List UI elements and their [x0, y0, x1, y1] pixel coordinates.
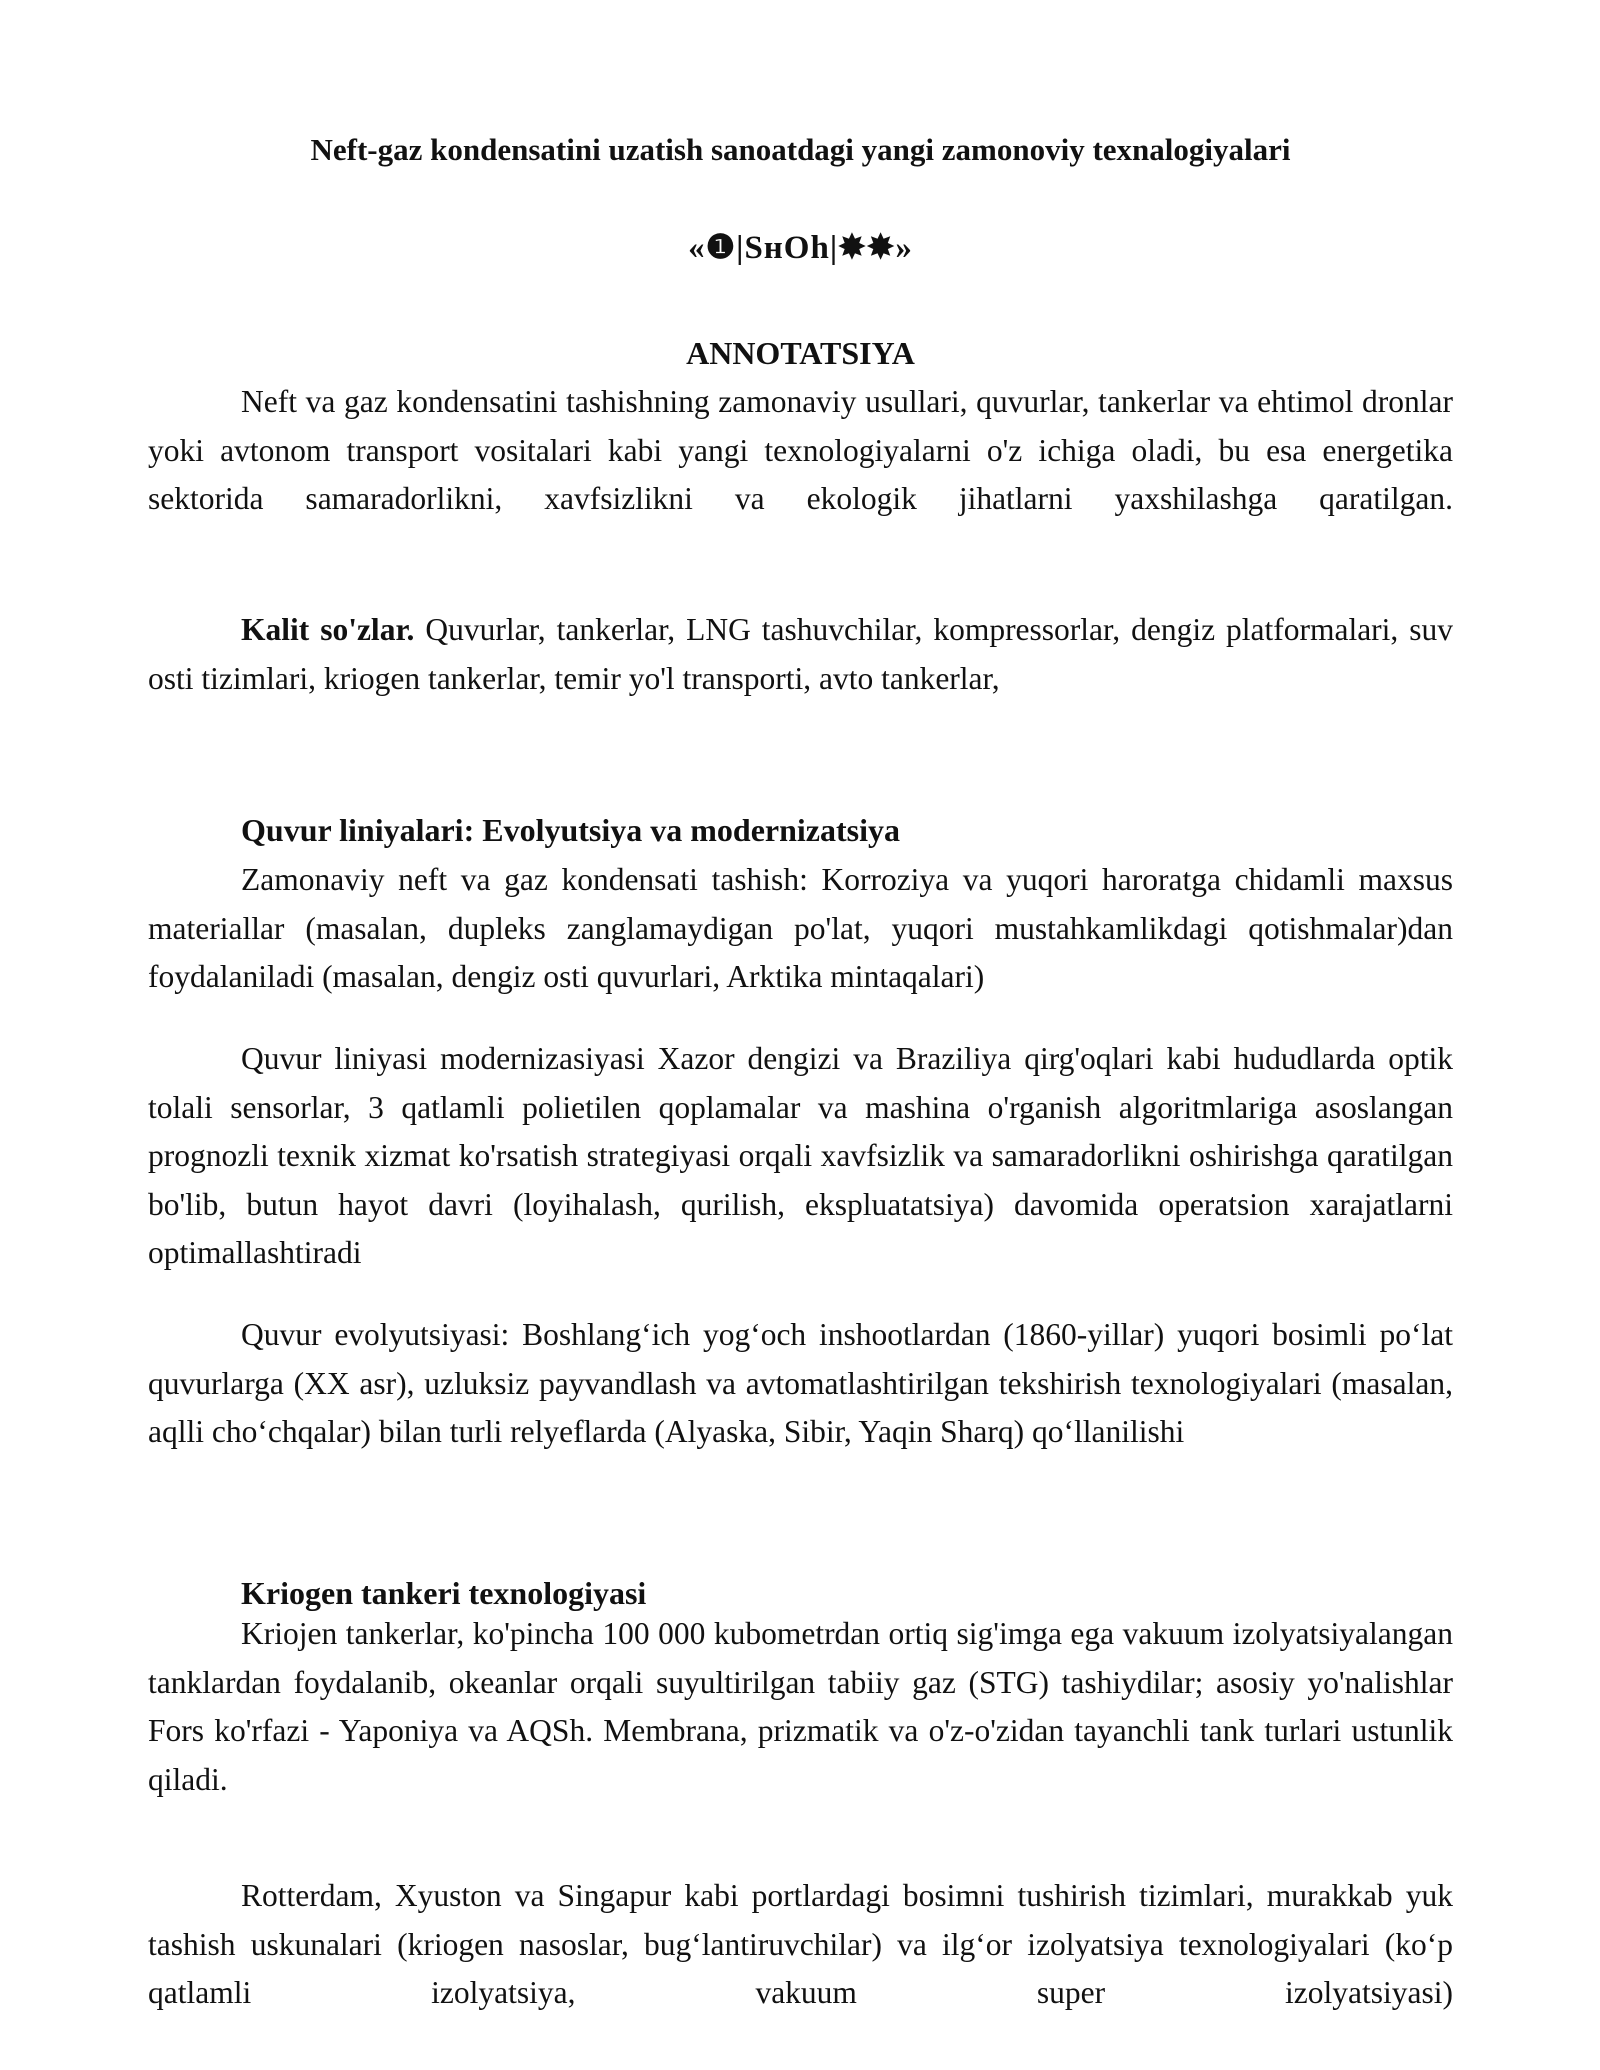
pipelines-paragraph-1: Zamonaviy neft va gaz kondensati tashish: Korroziya va yuqori haroratga chidamli maxsus materiallar (masalan, dupleks zanglamaydigan po'lat, yuqori mustahkamlikdagi qotishmalar)dan foydalaniladi (masalan, dengiz osti quvurlari, Arktika mintaqalari)	[148, 862, 1453, 994]
section-heading-pipelines: Quvur liniyalari: Evolyutsiya va modernizatsiya	[241, 812, 900, 848]
annotation-heading: ANNOTATSIYA	[686, 335, 915, 371]
cryogenic-paragraph-2: Rotterdam, Xyuston va Singapur kabi portlardagi bosimni tushirish tizimlari, murakkab yuk tashish uskunalari (kriogen nasoslar, bug‘lantiruvchilar) va ilg‘or izolyatsiya texnologiyalari (ko‘p qatlamli izolyatsiya, vakuum super izolyatsiyasi)	[148, 1878, 1453, 2010]
section-heading-cryogenic: Kriogen tankeri texnologiyasi	[241, 1575, 647, 1611]
pipelines-paragraph-2: Quvur liniyasi modernizasiyasi Xazor dengizi va Braziliya qirg'oqlari kabi hududlarda optik tolali sensorlar, 3 qatlamli polietilen qoplamalar va mashina o'rganish algoritmlariga asoslangan prognozli texnik xizmat ko'rsatish strategiyasi orqali xavfsizlik va samaradorlikni oshirishga qaratilgan bo'lib, butun hayot davri (loyihalash, qurilish, ekspluatatsiya) davomida operatsion xarajatlarni optimallashtiradi	[148, 1041, 1453, 1270]
cryogenic-paragraph-1: Kriojen tankerlar, ko'pincha 100 000 kubometrdan ortiq sig'imga ega vakuum izolyatsiyalangan tanklardan foydalanib, okeanlar orqali suyultirilgan tabiiy gaz (STG) tashiydilar; asosiy yo'nalishlar Fors ko'rfazi - Yaponiya va AQSh. Membrana, prizmatik va o'z-o'zidan tayanchli tank turlari ustunlik qiladi.	[148, 1616, 1453, 1797]
author-line: «❶|ЅнОh|✸✸»	[688, 230, 913, 266]
pipelines-paragraph-3: Quvur evolyutsiyasi: Boshlang‘ich yog‘och inshootlardan (1860-yillar) yuqori bosimli po‘lat quvurlarga (XX asr), uzluksiz payvandlash va avtomatlashtirilgan tekshirish texnologiyalari (masalan, aqlli cho‘chqalar) bilan turli relyeflarda (Alyaska, Sibir, Yaqin Sharq) qo‘llanilishi	[148, 1317, 1453, 1449]
keywords-paragraph	[148, 606, 1453, 703]
document-title: Neft-gaz kondensatini uzatish sanoatdagi yangi zamonoviy texnalogiyalari	[310, 132, 1291, 167]
keywords-text: Quvurlar, tankerlar, LNG tashuvchilar, kompressorlar, dengiz platformalari, suv osti tizimlari, kriogen tankerlar, temir yo'l transporti, avto tankerlar,	[148, 612, 1454, 696]
keywords-label: Kalit so'zlar.	[241, 612, 415, 647]
annotation-paragraph: Neft va gaz kondensatini tashishning zamonaviy usullari, quvurlar, tankerlar va ehtimol dronlar yoki avtonom transport vositalari kabi yangi texnologiyalarni o'z ichiga oladi, bu esa energetika sektorida samaradorlikni, xavfsizlikni va ekologik jihatlarni yaxshilashga qaratilgan.	[148, 384, 1453, 516]
